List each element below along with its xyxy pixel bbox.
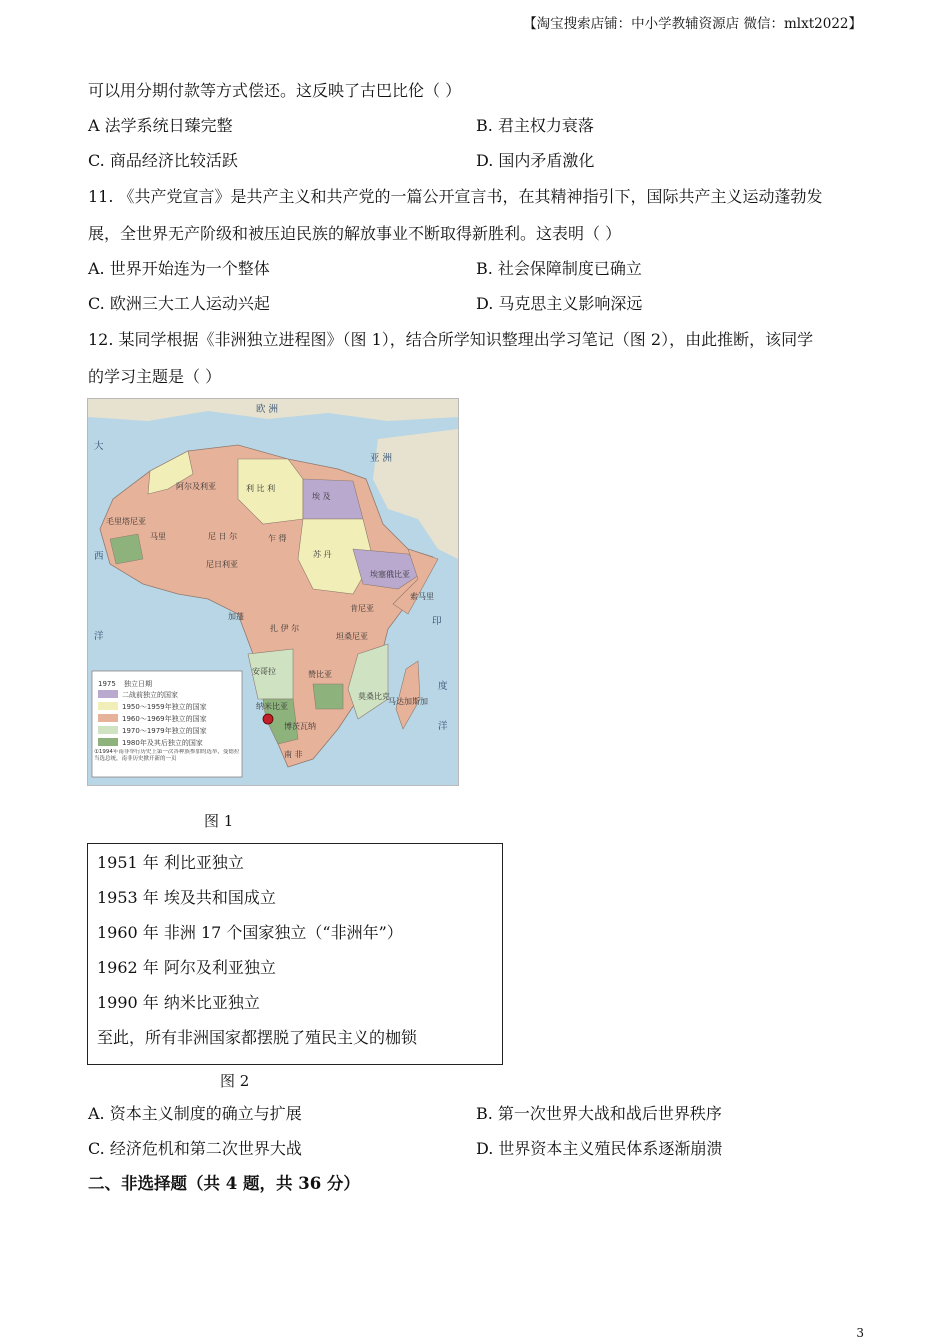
- map-country-sudan: 苏 丹: [313, 550, 332, 559]
- legend-swatch-1: [98, 690, 118, 698]
- map-country-mali: 马里: [150, 532, 166, 541]
- q12-option-d: D. 世界资本主义殖民体系逐渐崩溃: [476, 1139, 723, 1158]
- legend-item-1: 二战前独立的国家: [122, 691, 178, 699]
- q12-stem-line1: 12. 某同学根据《非洲独立进程图》（图 1），结合所学知识整理出学习笔记（图 2），由此推断，该同学: [88, 330, 814, 349]
- q11-option-b: B. 社会保障制度已确立: [476, 259, 642, 278]
- map-country-algeria: 阿尔及利亚: [176, 482, 216, 491]
- legend-title-year: 1975: [98, 680, 116, 688]
- q10-option-c: C. 商品经济比较活跃: [88, 151, 238, 170]
- q11-option-a: A. 世界开始连为一个整体: [88, 259, 270, 278]
- map-country-madagascar: 马达加斯加: [388, 697, 428, 706]
- map-country-chad: 乍 得: [268, 534, 287, 543]
- legend-item-4: 1970～1979年独立的国家: [122, 727, 207, 735]
- legend-item-5: 1980年及其后独立的国家: [122, 739, 203, 747]
- note-line-6: 至此，所有非洲国家都摆脱了殖民主义的枷锁: [97, 1028, 418, 1047]
- legend-swatch-4: [98, 726, 118, 734]
- note-line-2: 1953 年 埃及共和国成立: [97, 888, 276, 907]
- map-label-asia: 亚 洲: [370, 453, 393, 464]
- africa-independence-map: [87, 398, 459, 786]
- note-line-4: 1962 年 阿尔及利亚独立: [97, 958, 276, 977]
- map-country-ethiopia: 埃塞俄比亚: [370, 570, 410, 579]
- q11-option-d: D. 马克思主义影响深远: [476, 294, 643, 313]
- figure1-caption: 图 1: [204, 812, 234, 830]
- q11-stem-line1: 11. 《共产党宣言》是共产主义和共产党的一篇公开宣言书，在其精神指引下，国际共产主义运动蓬勃发: [88, 187, 823, 206]
- map-country-mozambique: 莫桑比克: [358, 692, 390, 701]
- q10-option-d: D. 国内矛盾激化: [476, 151, 595, 170]
- note-line-1: 1951 年 利比亚独立: [97, 853, 244, 872]
- q10-option-a: A 法学系统日臻完整: [88, 116, 233, 135]
- map-label-indian-2: 度: [438, 681, 448, 692]
- q12-option-c: C. 经济危机和第二次世界大战: [88, 1139, 302, 1158]
- legend-title: 独立日期: [124, 680, 152, 688]
- map-country-gabon: 加蓬: [228, 612, 244, 621]
- section-title: 二、非选择题（共 4 题，共 36 分）: [88, 1174, 360, 1193]
- legend-swatch-2: [98, 702, 118, 710]
- legend-item-3: 1960～1969年独立的国家: [122, 715, 207, 723]
- map-country-kenya: 肯尼亚: [350, 604, 374, 613]
- page-number: 3: [856, 1326, 864, 1340]
- map-label-ocean-3: 洋: [94, 631, 104, 642]
- map-country-nigeria: 尼日利亚: [206, 560, 238, 569]
- legend-item-2: 1950～1959年独立的国家: [122, 703, 207, 711]
- map-label-indian-1: 印: [432, 616, 442, 627]
- legend-footnote: ①1994年南非举行历史上第一次各种族参加的选举，曼德拉当选总统，南非历史掀开新的一页: [94, 749, 240, 762]
- q11-stem-line2: 展，全世界无产阶级和被压迫民族的解放事业不断取得新胜利。这表明（ ）: [88, 224, 622, 243]
- figure2-caption: 图 2: [220, 1072, 250, 1090]
- map-country-south-africa: 南 非: [284, 750, 303, 759]
- q10-option-b: B. 君主权力衰落: [476, 116, 594, 135]
- q10-stem: 可以用分期付款等方式偿还。这反映了古巴比伦（ ）: [88, 81, 462, 100]
- map-country-botswana: 博茨瓦纳: [284, 722, 316, 731]
- study-notes-box: [87, 843, 503, 1065]
- map-label-ocean-2: 西: [94, 551, 104, 562]
- map-label-indian-3: 洋: [438, 721, 448, 732]
- map-country-angola: 安哥拉: [252, 667, 276, 676]
- map-country-zambia: 赞比亚: [308, 670, 332, 679]
- q11-option-c: C. 欧洲三大工人运动兴起: [88, 294, 270, 313]
- map-country-mauritania: 毛里塔尼亚: [106, 517, 146, 526]
- map-country-egypt: 埃 及: [312, 492, 331, 501]
- q12-option-a: A. 资本主义制度的确立与扩展: [88, 1104, 302, 1123]
- note-line-3: 1960 年 非洲 17 个国家独立（“非洲年”）: [97, 923, 403, 942]
- legend-swatch-5: [98, 738, 118, 746]
- map-country-libya: 利 比 利: [246, 484, 276, 493]
- map-country-somalia: 索马里: [410, 592, 434, 601]
- map-country-tanzania: 坦桑尼亚: [336, 632, 368, 641]
- map-country-namibia: 纳米比亚: [256, 702, 288, 711]
- map-label-ocean-1: 大: [94, 441, 104, 452]
- note-line-5: 1990 年 纳米比亚独立: [97, 993, 260, 1012]
- q12-stem-line2: 的学习主题是（ ）: [88, 367, 222, 386]
- map-legend: [92, 671, 242, 777]
- q12-option-b: B. 第一次世界大战和战后世界秩序: [476, 1104, 722, 1123]
- map-country-zaire: 扎 伊 尔: [270, 624, 300, 633]
- page-header: 【淘宝搜索店铺：中小学教辅资源店 微信：mlxt2022】: [523, 16, 862, 32]
- legend-swatch-3: [98, 714, 118, 722]
- map-label-europe: 欧 洲: [256, 404, 279, 415]
- map-country-niger: 尼 日 尔: [208, 532, 238, 541]
